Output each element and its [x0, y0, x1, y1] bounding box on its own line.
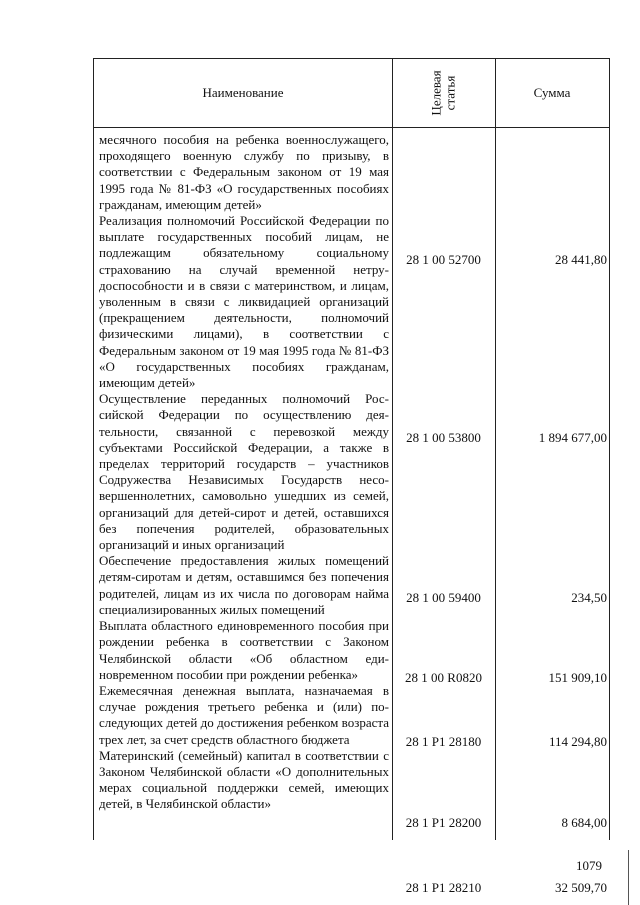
header-article [392, 59, 495, 127]
row-code: 28 1 00 59400 [406, 590, 481, 605]
row-code: 28 1 00 R0820 [405, 670, 482, 685]
row-code: 28 1 P1 28210 [405, 880, 482, 895]
row-amount: 234,50 [571, 590, 607, 605]
header-name: Наименование [202, 85, 284, 100]
row-text: Материнский (семейный) капитал в соответствии с Законом Челябинской области «О дополнительных мерах социальной поддержки семей, имеющих детей, в Челябинской области» [99, 747, 389, 812]
row-amount: 32 509,70 [555, 880, 607, 895]
header-sum: Сумма [533, 85, 571, 100]
row-amount: 8 684,00 [561, 815, 607, 830]
row-amount: 114 294,80 [548, 734, 607, 749]
table-header [94, 59, 609, 128]
row-text: месячного пособия на ребенка военнослужащего, проходящего военную службу по призыву, в соответствии с Федеральным законом от 19 мая 1995 года № 81-ФЗ «О государственных пособиях гражданам, имеющим детей» [99, 132, 389, 212]
row-code: 28 1 00 53800 [406, 430, 481, 445]
row-code: 28 1 P1 28200 [405, 815, 482, 830]
row-code: 28 1 00 52700 [406, 252, 481, 267]
row-text: Реализация полномочий Российской Федерации по выплате государственных пособий лицам, не подлежащим обязательному социальному страхованию на случай временной нетрудоспособности и в связи с материнством, и лицам, уволенным в связи с ликвидацией организаций (прекращением деятельности, полномочий физическими лицами), в соответствии с Федеральным законом от 19 мая 1995 года № 81-ФЗ «О государственных пособиях гражданам, имеющим детей» [99, 213, 389, 391]
row-text: Ежемесячная денежная выплата, назначаемая в случае рождения третьего ребенка и (или) последующих детей до достижения ребенком возраста трех лет, за счет средств областного бюджета [99, 682, 389, 747]
header-article-line1: Целевая [428, 70, 444, 116]
name-column [99, 132, 389, 813]
scan-edge-line [628, 850, 629, 905]
header-article-line2: статья [442, 75, 458, 111]
row-amount: 28 441,80 [555, 252, 607, 267]
row-text: Обеспечение предоставления жилых помещений детям-сиротам и детям, оставшимся без попечения родителей, лицам из их числа по договорам найма специализированных жилых помещений [99, 553, 389, 617]
row-text: Осуществление переданных полномочий Российской Федерации по осуществлению деятельности, связанной с перевозкой между субъектами Российской Федерации, а также в пределах территорий государств – участников Содружества Независимых Государств несовершеннолетних, самовольно ушедших из семей, организаций для детей-сирот и детей, оставшихся без попечения родителей, образовательных организаций и иных организаций [99, 391, 389, 553]
row-code: 28 1 P1 28180 [405, 734, 482, 749]
row-text: Выплата областного единовременного пособия при рождении ребенка в соответствии с Законом Челябинской области «Об областном единовременном пособии при рождении ребенка» [99, 618, 389, 682]
row-amount: 1 894 677,00 [538, 430, 607, 445]
page-number: 1079 [576, 858, 602, 873]
row-amount: 151 909,10 [548, 670, 607, 685]
